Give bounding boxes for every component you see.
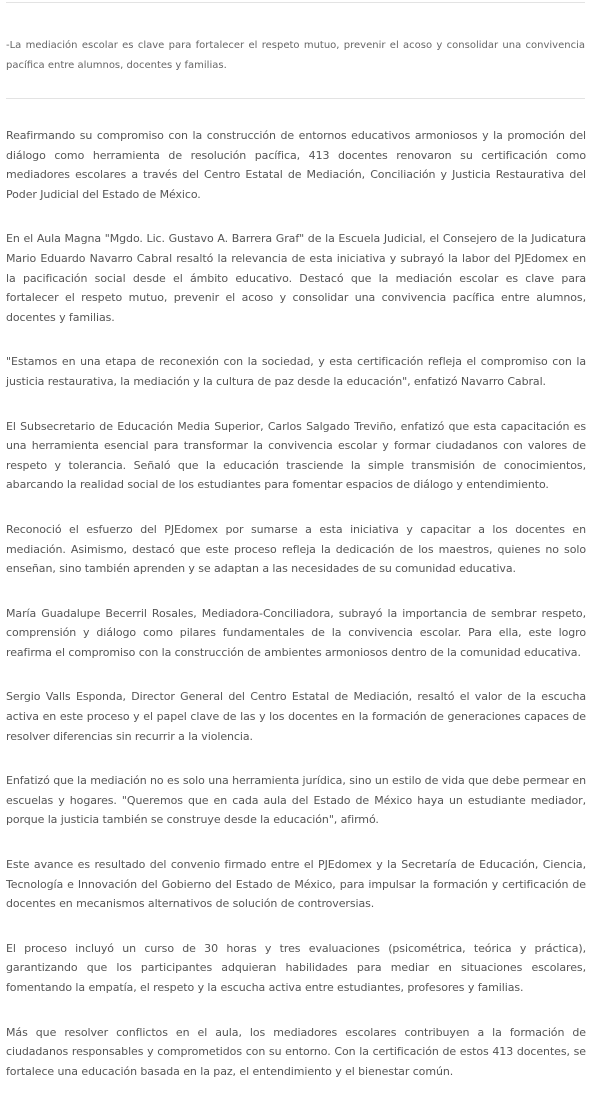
article-paragraph: El Subsecretario de Educación Media Superior, Carlos Salgado Treviño, enfatizó que esta capacitación es una herramienta esencial para transformar la convivencia escolar y formar ciudadanos con valores de respeto y tolerancia. Señaló que la educación trasciende la simple transmisión de conocimientos, abarcando la realidad social de los estudiantes para fomentar espacios de diálogo y entendimiento. [6,419,586,492]
article-lead: -La mediación escolar es clave para fortalecer el respeto mutuo, prevenir el acoso y consolidar una convivencia pacífica entre alumnos, docentes y familias. [6,40,585,71]
article-paragraph: Reafirmando su compromiso con la construcción de entornos educativos armoniosos y la promoción del diálogo como herramienta de resolución pacífica, 413 docentes renovaron su certificación como mediadores escolares a través del Centro Estatal de Mediación, Conciliación y Justicia Restaurativa del Poder Judicial del Estado de México. [6,129,586,201]
top-divider [6,2,585,3]
lead-divider [6,98,585,99]
article-paragraph: El proceso incluyó un curso de 30 horas y tres evaluaciones (psicométrica, teórica y práctica), garantizando que los participantes adquieran habilidades para mediar en situaciones escolares, fomentando la empatía, el respeto y la escucha activa entre estudiantes, profesores y familias. [6,941,586,994]
article-paragraph: Sergio Valls Esponda, Director General del Centro Estatal de Mediación, resaltó el valor de la escucha activa en este proceso y el papel clave de las y los docentes en la formación de generaciones capaces de resolver diferencias sin recurrir a la violencia. [6,690,586,743]
article-paragraph: Más que resolver conflictos en el aula, los mediadores escolares contribuyen a la formación de ciudadanos responsables y comprometidos con su entorno. Con la certificación de estos 413 docentes, se fortalece una educación basada en la paz, el entendimiento y el bienestar común. [6,1025,586,1078]
article-paragraph: Reconoció el esfuerzo del PJEdomex por sumarse a esta iniciativa y capacitar a los docentes en mediación. Asimismo, destacó que este proceso refleja la dedicación de los maestros, quienes no solo enseñan, sino también aprenden y se adaptan a las necesidades de su comunidad educativa. [6,522,586,576]
article-body [6,126,586,1106]
article-paragraph: En el Aula Magna "Mgdo. Lic. Gustavo A. Barrera Graf" de la Escuela Judicial, el Consejero de la Judicatura Mario Eduardo Navarro Cabral resaltó la relevancia de esta iniciativa y subrayó la labor del PJEdomex en la pacificación social desde el ámbito educativo. Destacó que la mediación escolar es clave para fortalecer el respeto mutuo, prevenir el acoso y consolidar una convivencia pacífica entre alumnos, docentes y familias. [6,232,586,324]
article-paragraph: Este avance es resultado del convenio firmado entre el PJEdomex y la Secretaría de Educación, Ciencia, Tecnología e Innovación del Gobierno del Estado de México, para impulsar la formación y certificación de docentes en mecanismos alternativos de solución de controversias. [6,858,586,911]
article-paragraph: Enfatizó que la mediación no es solo una herramienta jurídica, sino un estilo de vida que debe permear en escuelas y hogares. "Queremos que en cada aula del Estado de México haya un estudiante mediador, porque la justicia también se construye desde la educación", afirmó. [6,774,586,827]
article-paragraph: "Estamos en una etapa de reconexión con la sociedad, y esta certificación refleja el compromiso con la justicia restaurativa, la mediación y la cultura de paz desde la educación", enfatizó Navarro Cabral. [6,355,586,388]
article-paragraph: María Guadalupe Becerril Rosales, Mediadora-Conciliadora, subrayó la importancia de sembrar respeto, comprensión y diálogo como pilares fundamentales de la convivencia escolar. Para ella, este logro reafirma el compromiso con la construcción de ambientes armoniosos dentro de la comunidad educativa. [6,606,586,659]
